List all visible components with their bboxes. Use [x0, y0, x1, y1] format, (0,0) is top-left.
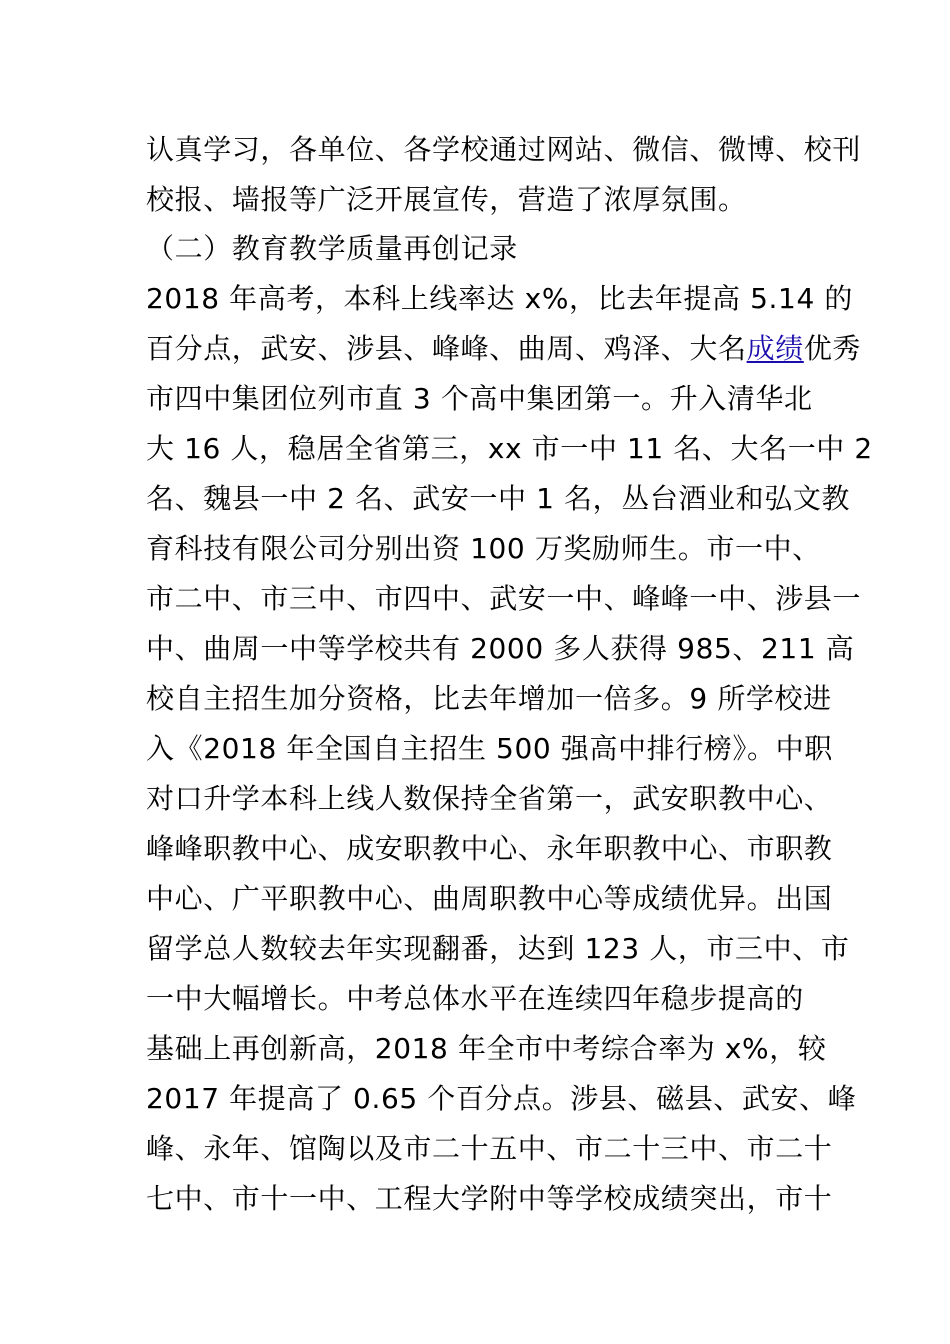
body-text-line: 市二中、市三中、市四中、武安一中、峰峰一中、涉县一	[146, 582, 862, 615]
body-text-line: 对口升学本科上线人数保持全省第一，武安职教中心、	[146, 782, 833, 815]
body-text-line-with-link	[146, 329, 862, 369]
body-text-line: 市四中集团位列市直 3 个高中集团第一。升入清华北	[146, 382, 813, 415]
line-text-before-link: 百分点，武安、涉县、峰峰、曲周、鸡泽、大名	[146, 332, 747, 365]
body-text-line: 校报、墙报等广泛开展宣传，营造了浓厚氛围。	[146, 183, 747, 216]
body-text-line: 认真学习，各单位、各学校通过网站、微信、微博、校刊	[146, 133, 862, 166]
body-text-line: 七中、市十一中、工程大学附中等学校成绩突出，市十	[146, 1182, 833, 1215]
body-text-line: 留学总人数较去年实现翻番，达到 123 人，市三中、市	[146, 932, 850, 965]
line-text-after-link: 优秀	[803, 332, 862, 365]
section-heading: （二）教育教学质量再创记录	[146, 232, 518, 265]
body-text-line: 中、曲周一中等学校共有 2000 多人获得 985、211 高	[146, 632, 855, 665]
body-text-line: 2017 年提高了 0.65 个百分点。涉县、磁县、武安、峰	[146, 1082, 857, 1115]
body-text-line: 峰、永年、馆陶以及市二十五中、市二十三中、市二十	[146, 1132, 833, 1165]
body-text-line: 校自主招生加分资格，比去年增加一倍多。9 所学校进	[146, 682, 832, 715]
body-text-line: 名、魏县一中 2 名、武安一中 1 名，丛台酒业和弘文教	[146, 482, 851, 515]
body-text-line: 一中大幅增长。中考总体水平在连续四年稳步提高的	[146, 982, 804, 1015]
body-text-line: 基础上再创新高，2018 年全市中考综合率为 x%，较	[146, 1032, 827, 1065]
body-text-line: 大 16 人，稳居全省第三，xx 市一中 11 名、大名一中 2	[146, 432, 873, 465]
body-text-line: 2018 年高考，本科上线率达 x%，比去年提高 5.14 的	[146, 282, 853, 315]
body-text-line: 中心、广平职教中心、曲周职教中心等成绩优异。出国	[146, 882, 833, 915]
body-text-line: 育科技有限公司分别出资 100 万奖励师生。市一中、	[146, 532, 821, 565]
body-text-line: 峰峰职教中心、成安职教中心、永年职教中心、市职教	[146, 832, 833, 865]
grades-link[interactable]: 成绩	[746, 332, 804, 365]
body-text-line: 入《2018 年全国自主招生 500 强高中排行榜》。中职	[146, 732, 833, 765]
